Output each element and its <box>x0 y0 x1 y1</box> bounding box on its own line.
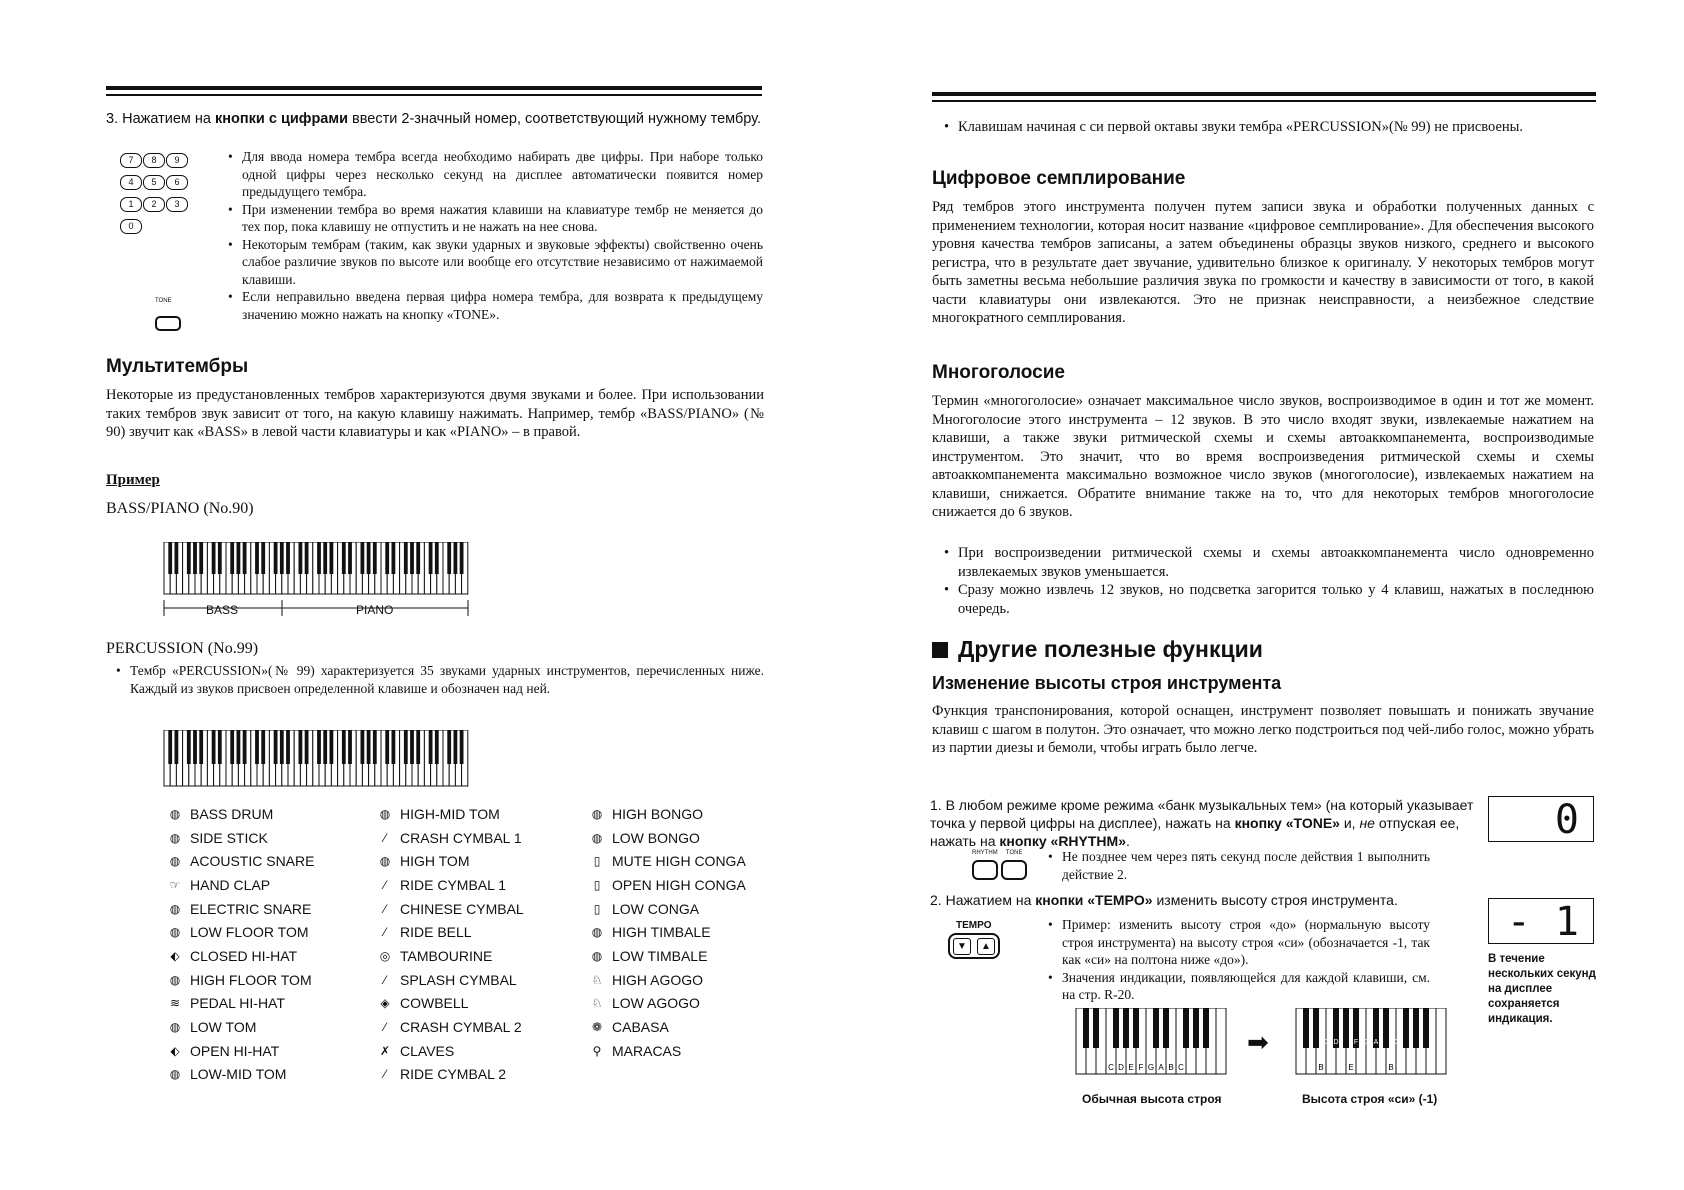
timbale-icon: ◍ <box>591 925 603 940</box>
list-item: ▯ MUTE HIGH CONGA <box>582 849 772 873</box>
key-label: G <box>1147 1063 1155 1072</box>
bold-text: кнопки с цифрами <box>215 111 349 127</box>
cymbal-icon: ⁄ <box>383 901 386 916</box>
drum-icon: ◍ <box>169 806 181 821</box>
key-label: A <box>1373 1039 1379 1046</box>
list-item: ◎ TAMBOURINE <box>370 944 582 968</box>
black-key <box>1413 1008 1419 1048</box>
list-item: ☞ HAND CLAP <box>160 873 370 897</box>
black-key <box>460 730 464 764</box>
tambourine-icon: ◎ <box>379 948 391 963</box>
keypad-diagram <box>120 150 210 238</box>
tempo-up-icon: ▲ <box>977 938 995 955</box>
black-key <box>429 542 433 574</box>
step-1-note: • Не позднее чем через пять секунд после действия 1 выполнить действие 2. <box>1048 848 1430 883</box>
black-key <box>342 542 346 574</box>
tempo-buttons <box>948 920 1000 959</box>
hihat-icon: ≋ <box>169 996 181 1011</box>
black-key <box>193 730 197 764</box>
black-key <box>1163 1008 1169 1048</box>
black-key <box>410 542 414 574</box>
bass-piano-label: BASS/PIANO (No.90) <box>106 500 254 517</box>
black-key <box>342 730 346 764</box>
black-key <box>1093 1008 1099 1048</box>
black-key <box>261 730 265 764</box>
key-label: D <box>1118 1063 1124 1072</box>
list-item: ⁄ RIDE CYMBAL 1 <box>370 873 582 897</box>
rhythm-button-icon <box>972 860 998 880</box>
black-key <box>361 542 365 574</box>
list-item: ◍ LOW-MID TOM <box>160 1063 370 1087</box>
maracas-icon: ⚲ <box>592 1043 602 1058</box>
key-7: 7 <box>120 153 142 168</box>
key-label: C <box>1393 1039 1399 1046</box>
key-5: 5 <box>143 175 165 190</box>
conga-icon: ▯ <box>593 854 601 869</box>
key-label: B <box>1318 1063 1324 1072</box>
percussion-col-1 <box>160 802 370 1086</box>
multitimbre-title: Мультитембры <box>106 356 249 377</box>
list-item: ✗ CLAVES <box>370 1039 582 1063</box>
drum-icon: ◍ <box>379 854 391 869</box>
black-key <box>330 542 334 574</box>
black-key <box>385 730 389 764</box>
list-item: ◍ LOW BONGO <box>582 826 772 850</box>
step-1: 1. В любом режиме кроме режима «банк музыкальных тем» (на который указывает точка у первой цифры на дисплее), нажать на кнопку «TONE» и, не отпуская ее, нажать на кнопку «RHYTHM». <box>930 797 1474 849</box>
agogo-icon: ♘ <box>591 972 603 987</box>
black-key <box>447 730 451 764</box>
black-key <box>1133 1008 1139 1048</box>
list-item: ◍ HIGH FLOOR TOM <box>160 968 370 992</box>
right-page <box>842 0 1684 1190</box>
black-key <box>367 542 371 574</box>
list-item: ▯ OPEN HIGH CONGA <box>582 873 772 897</box>
lcd-display-2: - 1 <box>1488 898 1594 944</box>
key-label: C <box>1323 1039 1329 1046</box>
key-2: 2 <box>143 197 165 212</box>
key-label: F <box>1138 1063 1144 1072</box>
sampling-text: Ряд тембров этого инструмента получен путем записи звука и обработки полученных данных с применением технологии, которая носит название «цифровое семплирование». Для обеспечения высокого уровня качества тембров записаны, а затем объединены образцы звуков низкого, среднего и высокого регистра, что в результате дает звучание, удивительно близкое к оригиналу. У некоторых тембров могут быть заметны весьма небольшие различия звука по громкости и качеству в зависимости от того, в какой части клавиатуры они извлекаются. Это не признак неисправности, а неизбежное следствие многократного семплирования. <box>932 199 1594 326</box>
black-key <box>243 730 247 764</box>
clap-icon: ☞ <box>169 877 181 892</box>
black-key <box>274 730 278 764</box>
note: • Для ввода номера тембра всегда необходимо набирать две цифры. При наборе только одной цифры через несколько секунд на дисплее автоматически появится номер предыдущего тембра. <box>228 148 763 201</box>
black-key <box>305 542 309 574</box>
polyphony-bullet: • При воспроизведении ритмической схемы и схемы автоаккомпанемента число одновременно извлекаемых звуков уменьшается. <box>944 544 1594 581</box>
list-item: ◍ HIGH TOM <box>370 849 582 873</box>
black-key <box>392 542 396 574</box>
black-key <box>299 542 303 574</box>
black-key <box>212 542 216 574</box>
tone-button-icon <box>1001 860 1027 880</box>
cymbal-icon: ⁄ <box>383 972 386 987</box>
drum-icon: ◍ <box>379 806 391 821</box>
note: • Если неправильно введена первая цифра номера тембра, для возврата к предыдущему значению можно нажать на кнопку «TONE». <box>228 288 763 323</box>
key-label: A <box>1158 1063 1164 1072</box>
black-key <box>255 730 259 764</box>
black-key <box>218 542 222 574</box>
list-item: ⚲ MARACAS <box>582 1039 772 1063</box>
percussion-list <box>160 802 780 1086</box>
list-item: ⁄ CHINESE CYMBAL <box>370 897 582 921</box>
tempo-label: TEMPO <box>956 920 992 931</box>
black-key <box>1113 1008 1119 1048</box>
black-key <box>416 542 420 574</box>
black-key <box>330 730 334 764</box>
lcd-caption: В течение нескольких секунд на дисплее сохраняется индикация. <box>1488 953 1596 1025</box>
lcd-display-1: 0 <box>1488 796 1594 842</box>
transpose-title: Изменение высоты строя инструмента <box>932 673 1282 693</box>
black-key <box>1423 1008 1429 1048</box>
list-item: ⁄ CRASH CYMBAL 2 <box>370 1015 582 1039</box>
note: • При изменении тембра во время нажатия клавиши на клавиатуре тембр не меняется до тех пор, пока клавишу не отпустить и не нажать на нее снова. <box>228 201 763 236</box>
black-key <box>230 730 234 764</box>
black-key <box>323 730 327 764</box>
black-key <box>168 730 172 764</box>
black-key <box>404 542 408 574</box>
percussion-note: • Тембр «PERCUSSION»(№ 99) характеризуется 35 звуками ударных инструментов, перечисленных ниже. Каждый из звуков присвоен определенной клавише и обозначен над ней. <box>116 662 764 697</box>
list-item: ◍ HIGH TIMBALE <box>582 920 772 944</box>
list-item: ⁄ RIDE BELL <box>370 920 582 944</box>
black-key <box>1203 1008 1209 1048</box>
normal-pitch-keyboard <box>1074 1008 1234 1084</box>
list-item: ⁄ SPLASH CYMBAL <box>370 968 582 992</box>
black-key <box>404 730 408 764</box>
black-key <box>435 730 439 764</box>
black-key <box>392 730 396 764</box>
key-label: D <box>1333 1039 1339 1046</box>
agogo-icon: ♘ <box>591 996 603 1011</box>
drum-icon: ◍ <box>169 830 181 845</box>
black-key <box>1343 1008 1349 1048</box>
black-key <box>1123 1008 1129 1048</box>
square-bullet-icon <box>932 642 948 658</box>
step-3-notes <box>228 148 763 323</box>
black-key <box>1153 1008 1159 1048</box>
key-label: E <box>1128 1063 1134 1072</box>
tone-label: TONE <box>155 298 172 304</box>
arrow-right-icon: ➡ <box>1247 1028 1269 1057</box>
list-item: ♘ LOW AGOGO <box>582 992 772 1016</box>
black-key <box>237 542 241 574</box>
bongo-icon: ◍ <box>591 830 603 845</box>
top-note: • Клавишам начиная с си первой октавы звуки тембра «PERCUSSION»(№ 99) не присвоены. <box>944 118 1594 137</box>
key-label: F <box>1353 1039 1359 1046</box>
list-item: ◍ HIGH-MID TOM <box>370 802 582 826</box>
drum-icon: ◍ <box>169 901 181 916</box>
drum-icon: ◍ <box>169 1020 181 1035</box>
cymbal-icon: ⁄ <box>383 925 386 940</box>
polyphony-text: Термин «многоголосие» означает максимальное число звуков, воспроизводимое в один и тот же момент. Многоголосие этого инструмента – 12 звуков. В это число входят звуки, извлекаемые нажатием на клавиши, а также звуки ритмической схемы и схемы автоаккомпанемента, воспроизводимые инструментом. Это значит, что во время воспроизведения ритмической схемы и схемы автоаккомпанемента максимально возможное число звуков (многоголосие), извлекаемых нажатием на клавиши, снижается. Обратите внимание также на то, что для некоторых тембров многоголосие снижается до 6 звуков. <box>932 393 1594 520</box>
conga-icon: ▯ <box>593 901 601 916</box>
black-key <box>280 542 284 574</box>
black-key <box>460 542 464 574</box>
black-key <box>274 542 278 574</box>
rhythm-tone-buttons: RHYTHM TONE <box>972 850 1030 882</box>
key-0: 0 <box>120 219 142 234</box>
key-6: 6 <box>166 175 188 190</box>
black-key <box>1313 1008 1319 1048</box>
black-key <box>280 730 284 764</box>
black-key <box>1183 1008 1189 1048</box>
black-key <box>218 730 222 764</box>
key-label: G <box>1363 1039 1369 1046</box>
black-key <box>435 542 439 574</box>
key-label: B <box>1168 1063 1174 1072</box>
list-item: ▯ LOW CONGA <box>582 897 772 921</box>
drum-icon: ◍ <box>169 925 181 940</box>
black-key <box>416 730 420 764</box>
top-rule <box>932 92 1596 96</box>
top-rule <box>106 86 762 90</box>
polyphony-title: Многоголосие <box>932 362 1065 383</box>
list-item: ◍ ACOUSTIC SNARE <box>160 849 370 873</box>
black-key <box>187 542 191 574</box>
key-4: 4 <box>120 175 142 190</box>
piano-label: PIANO <box>356 603 394 617</box>
black-key <box>429 730 433 764</box>
drum-icon: ◍ <box>169 1067 181 1082</box>
list-item: ◍ LOW FLOOR TOM <box>160 920 370 944</box>
black-key <box>348 542 352 574</box>
black-key <box>237 730 241 764</box>
polyphony-bullet: • Сразу можно извлечь 12 звуков, но подсветка загорится только у 4 клавиш, нажатых в последнюю очередь. <box>944 581 1594 618</box>
list-item: ❁ CABASA <box>582 1015 772 1039</box>
list-item: ◍ LOW TOM <box>160 1015 370 1039</box>
cymbal-icon: ⁄ <box>383 1067 386 1082</box>
black-key <box>230 542 234 574</box>
multitimbre-text: Некоторые из предустановленных тембров характеризуются двумя звуками и более. При использовании таких тембров звук зависит от того, на какую клавишу нажимать. Например, тембр «BASS/PIANO» (№ 90) звучит как «BASS» в левой части клавиатуры и как «PIANO» – в правой. <box>106 387 764 440</box>
black-key <box>286 730 290 764</box>
tone-button-icon <box>155 316 181 331</box>
hihat-icon: ⬖ <box>170 1043 180 1058</box>
other-functions-heading <box>932 636 1263 663</box>
other-functions-title: Другие полезные функции <box>958 636 1263 662</box>
cymbal-icon: ⁄ <box>383 830 386 845</box>
black-key <box>199 730 203 764</box>
key-label: C <box>1108 1063 1114 1072</box>
list-item: ◍ LOW TIMBALE <box>582 944 772 968</box>
step-2-note: • Значения индикации, появляющейся для каждой клавиши, см. на стр. R-20. <box>1048 969 1430 1004</box>
black-key <box>175 730 179 764</box>
black-key <box>261 542 265 574</box>
bongo-icon: ◍ <box>591 806 603 821</box>
black-key <box>286 542 290 574</box>
percussion-col-3 <box>582 802 772 1086</box>
black-key <box>317 730 321 764</box>
key-label: B <box>1388 1063 1394 1072</box>
white-key <box>1436 1008 1446 1074</box>
list-item: ≋ PEDAL HI-HAT <box>160 992 370 1016</box>
transpose-text: Функция транспонирования, которой оснащен, инструмент позволяет повышать и понижать звучание клавиш с шагом в полутон. Это означает, что можно легко подстроиться под чей-либо голос, можно убрать из партии диезы и бемоли, чтобы играть было легче. <box>932 703 1594 756</box>
black-key <box>1403 1008 1409 1048</box>
black-key <box>199 542 203 574</box>
step-number: 3. <box>106 111 119 127</box>
example-label: Пример <box>106 472 160 488</box>
cymbal-icon: ⁄ <box>383 1020 386 1035</box>
key-3: 3 <box>166 197 188 212</box>
cowbell-icon: ◈ <box>380 996 390 1011</box>
black-key <box>255 542 259 574</box>
percussion-label: PERCUSSION (No.99) <box>106 640 259 657</box>
key-label: C <box>1178 1063 1184 1072</box>
black-key <box>373 730 377 764</box>
tempo-down-icon: ▼ <box>953 938 971 955</box>
black-key <box>323 542 327 574</box>
black-key <box>168 542 172 574</box>
black-key <box>317 542 321 574</box>
list-item: ⬖ CLOSED HI-HAT <box>160 944 370 968</box>
black-key <box>454 730 458 764</box>
si-pitch-keyboard <box>1294 1008 1454 1084</box>
key-label: E <box>1348 1063 1354 1072</box>
bass-label: BASS <box>206 603 239 617</box>
cymbal-icon: ⁄ <box>383 877 386 892</box>
black-key <box>175 542 179 574</box>
drum-icon: ◍ <box>169 972 181 987</box>
black-key <box>1303 1008 1309 1048</box>
black-key <box>1193 1008 1199 1048</box>
black-key <box>212 730 216 764</box>
sampling-title: Цифровое семплирование <box>932 168 1186 189</box>
normal-pitch-caption: Обычная высота строя <box>1082 1092 1222 1106</box>
black-key <box>193 542 197 574</box>
black-key <box>348 730 352 764</box>
list-item: ⁄ RIDE CYMBAL 2 <box>370 1063 582 1087</box>
note: • Некоторым тембрам (таким, как звуки ударных и звуковые эффекты) свойственно очень слабое различие звуков по высоте или вообще его отсутствие независимо от нажимаемой клавиши. <box>228 236 763 289</box>
black-key <box>447 542 451 574</box>
black-key <box>243 542 247 574</box>
black-key <box>367 730 371 764</box>
claves-icon: ✗ <box>379 1043 391 1058</box>
white-key <box>1216 1008 1226 1074</box>
black-key <box>299 730 303 764</box>
drum-icon: ◍ <box>169 854 181 869</box>
key-1: 1 <box>120 197 142 212</box>
list-item: ⁄ CRASH CYMBAL 1 <box>370 826 582 850</box>
list-item: ♘ HIGH AGOGO <box>582 968 772 992</box>
black-key <box>1383 1008 1389 1048</box>
key-8: 8 <box>143 153 165 168</box>
step-2: 2. Нажатием на кнопки «TEMPO» изменить высоту строя инструмента. <box>930 892 1398 908</box>
cabasa-icon: ❁ <box>591 1020 603 1035</box>
si-pitch-caption: Высота строя «си» (-1) <box>1302 1092 1438 1106</box>
list-item: ◍ HIGH BONGO <box>582 802 772 826</box>
percussion-keyboard <box>162 730 472 792</box>
black-key <box>454 542 458 574</box>
timbale-icon: ◍ <box>591 948 603 963</box>
step-2-note: • Пример: изменить высоту строя «до» (нормальную высоту строя инструмента) на высоту строя «си» (обозначается -1, так как «си» на полтона ниже «до»). <box>1048 916 1430 969</box>
list-item: ◍ BASS DRUM <box>160 802 370 826</box>
list-item: ◍ ELECTRIC SNARE <box>160 897 370 921</box>
percussion-col-2 <box>370 802 582 1086</box>
list-item: ◍ SIDE STICK <box>160 826 370 850</box>
black-key <box>305 730 309 764</box>
key-9: 9 <box>166 153 188 168</box>
black-key <box>410 730 414 764</box>
black-key <box>1083 1008 1089 1048</box>
list-item: ⬖ OPEN HI-HAT <box>160 1039 370 1063</box>
hihat-icon: ⬖ <box>170 948 180 963</box>
conga-icon: ▯ <box>593 877 601 892</box>
list-item: ◈ COWBELL <box>370 992 582 1016</box>
black-key <box>361 730 365 764</box>
step-3: 3. Нажатием на кнопки с цифрами ввести 2-значный номер, соответствующий нужному тембру. <box>106 111 762 127</box>
black-key <box>385 542 389 574</box>
black-key <box>187 730 191 764</box>
black-key <box>373 542 377 574</box>
